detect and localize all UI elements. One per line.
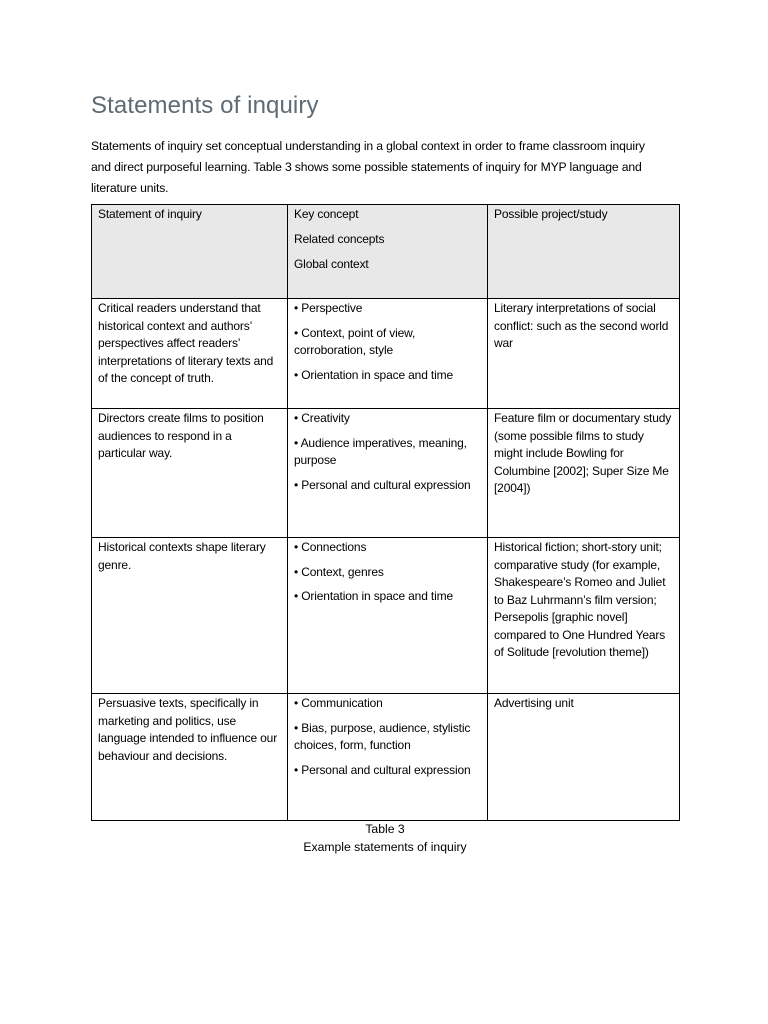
table-header (92, 205, 680, 299)
concepts-cell (288, 409, 488, 538)
project-text: Literary interpretations of social conflict: such as the second world war (494, 301, 669, 350)
statement-cell (92, 299, 288, 409)
table-row (92, 409, 680, 538)
project-cell (488, 694, 680, 821)
header-statement (92, 205, 288, 299)
caption-label: Table 3 (365, 822, 405, 836)
statement-text: Historical contexts shape literary genre. (98, 540, 266, 572)
concept-item: • Audience imperatives, meaning, purpose (294, 435, 467, 467)
concept-list (294, 539, 482, 606)
concept-list (294, 410, 482, 494)
statement-text: Directors create films to position audiences to respond in a particular way. (98, 411, 264, 460)
concept-item: • Connections (294, 540, 367, 554)
concept-item: • Perspective (294, 301, 363, 315)
concept-list (294, 695, 482, 779)
header-key-concept-label: Key concept (294, 207, 359, 221)
project-cell (488, 299, 680, 409)
project-cell (488, 409, 680, 538)
header-concepts (288, 205, 488, 299)
statement-cell (92, 694, 288, 821)
concept-item: • Orientation in space and time (294, 589, 453, 603)
header-project (488, 205, 680, 299)
caption-text: Example statements of inquiry (303, 840, 467, 854)
concept-item: • Personal and cultural expression (294, 762, 471, 777)
concept-item: • Context, genres (294, 564, 384, 579)
table-row (92, 538, 680, 694)
inquiry-table (91, 204, 680, 821)
concept-item: • Bias, purpose, audience, stylistic choices, form, function (294, 720, 471, 752)
page-title: Statements of inquiry (91, 92, 319, 119)
concept-item: • Context, point of view, corroboration, style (294, 325, 416, 357)
header-project-label: Possible project/study (494, 207, 608, 221)
concepts-cell (288, 694, 488, 821)
concept-item: • Creativity (294, 411, 350, 425)
header-related-concepts-label: Related concepts (294, 232, 385, 246)
table-caption (91, 820, 679, 856)
header-statement-label: Statement of inquiry (98, 207, 202, 221)
table-body (92, 299, 680, 821)
table-row (92, 299, 680, 409)
table-header-row (92, 205, 680, 299)
header-global-context-label: Global context (294, 257, 369, 271)
statement-text: Critical readers understand that historical context and authors’ perspectives affect readers’ interpretations of literary texts and of the concept of truth. (98, 301, 274, 385)
concept-list (294, 300, 482, 384)
concept-item: • Personal and cultural expression (294, 477, 471, 492)
concept-item: • Communication (294, 696, 383, 710)
statement-text: Persuasive texts, specifically in marketing and politics, use language intended to influence our behaviour and decisions. (98, 696, 278, 763)
project-cell (488, 538, 680, 694)
statement-cell (92, 409, 288, 538)
project-text: Advertising unit (494, 696, 574, 710)
project-text: Historical fiction; short-story unit; comparative study (for example, Shakespeare’s Romeo and Juliet to Baz Luhrmann’s film version; Persepolis [graphic novel] compared to One Hundred Years of Solitude [revolution theme]) (494, 540, 666, 659)
intro-paragraph: Statements of inquiry set conceptual understanding in a global context in order to frame classroom inquiry and direct purposeful learning. Table 3 shows some possible statements of inquiry for MYP language and literature units. (91, 139, 645, 195)
concepts-cell (288, 299, 488, 409)
concept-item: • Orientation in space and time (294, 367, 453, 382)
concepts-cell (288, 538, 488, 694)
statement-cell (92, 538, 288, 694)
table-row (92, 694, 680, 821)
project-text: Feature film or documentary study (some possible films to study might include Bowling for Columbine [2002]; Super Size Me [2004]) (494, 411, 672, 495)
